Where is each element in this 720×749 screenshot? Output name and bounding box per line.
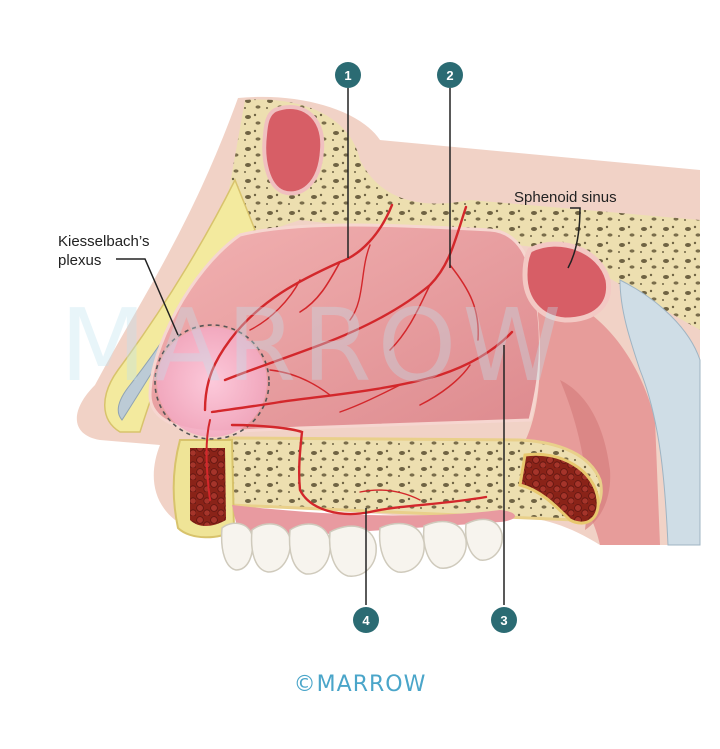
pin-4-number: 4 — [362, 613, 370, 628]
pin-2-number: 2 — [446, 68, 454, 83]
watermark-text: MARROW — [60, 287, 568, 404]
pin-3 — [491, 607, 517, 633]
frontal-sinus — [264, 107, 322, 193]
kiesselbach-label-line1: Kiesselbach’s — [58, 233, 150, 250]
pin-2 — [437, 62, 463, 88]
kiesselbach-label — [58, 232, 149, 270]
sphenoid-label: Sphenoid sinus — [514, 189, 617, 206]
pin-1-number: 1 — [344, 68, 352, 83]
teeth — [222, 519, 503, 576]
kiesselbach-label-line2: plexus — [58, 252, 102, 269]
pin-1 — [335, 62, 361, 88]
pin-4 — [353, 607, 379, 633]
brand-logo: ©MARROW — [293, 672, 427, 697]
pin-3-number: 3 — [500, 613, 508, 628]
